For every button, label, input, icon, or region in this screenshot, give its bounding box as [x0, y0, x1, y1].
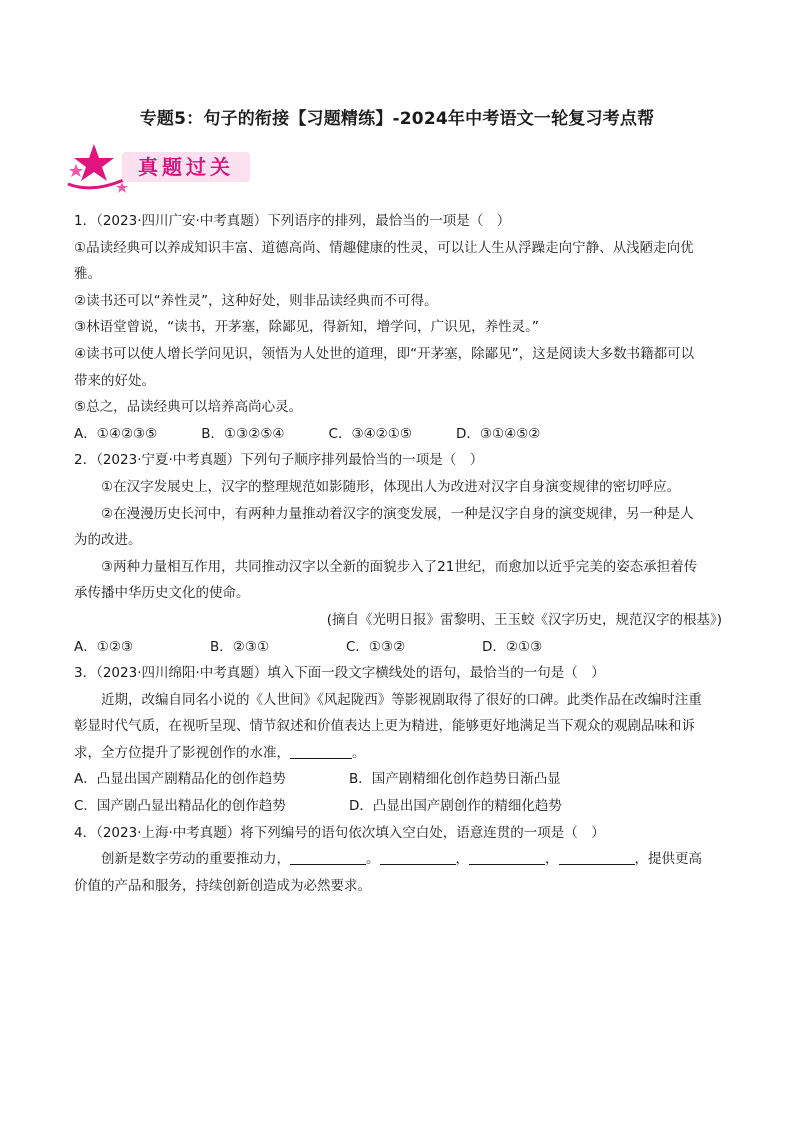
section-banner	[64, 142, 254, 194]
question-1-sentence: ②读书还可以“养性灵”，这种好处，则非品读经典而不可得。	[74, 292, 438, 309]
question-1-options	[74, 421, 722, 448]
answer-blank	[559, 850, 635, 865]
option-d: D．②①③	[482, 638, 543, 655]
option-b: B．①③②⑤④	[201, 425, 285, 442]
question-2-sentence: ③两种力量相互作用，共同推动汉字以全新的面貌步入了21世纪，而愈加以近乎完美的姿态承担着传	[101, 558, 698, 575]
question-1-sentence: ④读书可以使人增长学问见识，领悟为人处世的道理，即“开茅塞，除鄙见”，这是阅读大多数书籍都可以	[74, 345, 695, 362]
option-a: A．凸显出国产剧精品化的创作趋势	[74, 771, 286, 788]
option-a: A．①②③	[74, 638, 134, 655]
question-1-sentence: 带来的好处。	[74, 372, 155, 389]
option-b: B．国产剧精细化创作趋势日渐凸显	[349, 771, 561, 788]
question-4-passage	[74, 846, 722, 873]
passage-text: 创新是数字劳动的重要推动力，	[101, 851, 290, 868]
question-3-options	[74, 766, 722, 819]
answer-blank	[290, 744, 352, 759]
option-c: C．③④②①⑤	[328, 425, 412, 442]
question-2-sentence: ②在漫漫历史长河中，有两种力量推动着汉字的演变发展，一种是汉字自身的演变规律，另一种是人	[101, 505, 694, 522]
question-3-passage	[74, 740, 722, 767]
question-1-sentence: 雅。	[74, 266, 101, 283]
answer-blank	[380, 850, 456, 865]
question-2-sentence: ①在汉字发展史上，汉字的整理规范如影随形，体现出人为改进对汉字自身演变规律的密切呼应。	[101, 478, 681, 495]
question-1-sentence: ①品读经典可以养成知识丰富、道德高尚、情趣健康的性灵，可以让人生从浮躁走向宁静、从浅陋走向优	[74, 239, 694, 256]
page-title: 专题5：句子的衔接【习题精练】-2024年中考语文一轮复习考点帮	[139, 109, 655, 129]
banner-label: 真题过关	[122, 152, 250, 182]
option-d: D．凸显出国产剧创作的精细化趋势	[349, 798, 562, 815]
answer-blank	[469, 850, 545, 865]
passage-text: ，	[545, 851, 559, 868]
option-a: A．①④②③⑤	[74, 425, 158, 442]
passage-text: 。	[352, 744, 366, 761]
option-c: C．①③②	[346, 638, 406, 655]
question-2-sentence: 承传播中华历史文化的使命。	[74, 585, 250, 602]
answer-blank	[290, 850, 366, 865]
passage-text: ，提供更高	[634, 851, 702, 868]
passage-text: ，	[455, 851, 469, 868]
question-1-sentence: ⑤总之，品读经典可以培养高尚心灵。	[74, 399, 303, 416]
question-1-head: 1．（2023·四川广安·中考真题）下列语序的排列，最恰当的一项是（ ）	[74, 213, 511, 229]
question-4-head: 4．（2023·上海·中考真题）将下列编号的语句依次填入空白处，语意连贯的一项是（ ）	[74, 824, 605, 841]
question-4-passage: 价值的产品和服务，持续创新创造成为必然要求。	[74, 877, 371, 894]
option-b: B．②③①	[210, 638, 270, 655]
passage-text: 。	[366, 851, 380, 868]
question-2-source: (摘自《光明日报》雷黎明、王玉蛟《汉字历史，规范汉字的根基》)	[326, 611, 722, 628]
option-c: C．国产剧凸显出精品化的创作趋势	[74, 798, 286, 815]
question-2-head: 2．（2023·宁夏·中考真题）下列句子顺序排列最恰当的一项是（ ）	[74, 452, 484, 469]
question-3-passage: 彰显时代气质，在视听呈现、情节叙述和价值表达上更为精进，能够更好地满足当下观众的观剧品味和诉	[74, 718, 695, 735]
question-1-sentence: ③林语堂曾说，“读书，开茅塞，除鄙见，得新知，增学问，广识见，养性灵。”	[74, 319, 539, 336]
option-d: D．③①④⑤②	[455, 425, 541, 442]
question-2-sentence: 为的改进。	[74, 532, 142, 549]
question-list	[74, 208, 722, 899]
question-3-passage: 近期，改编自同名小说的《人世间》《风起陇西》等影视剧取得了很好的口碑。此类作品在改编时注重	[101, 691, 702, 708]
passage-text: 求，全方位提升了影视创作的水准，	[74, 744, 290, 761]
question-2-options	[74, 634, 722, 661]
question-3-head: 3．（2023·四川绵阳·中考真题）填入下面一段文字横线处的语句，最恰当的一句是（ ）	[74, 665, 605, 682]
